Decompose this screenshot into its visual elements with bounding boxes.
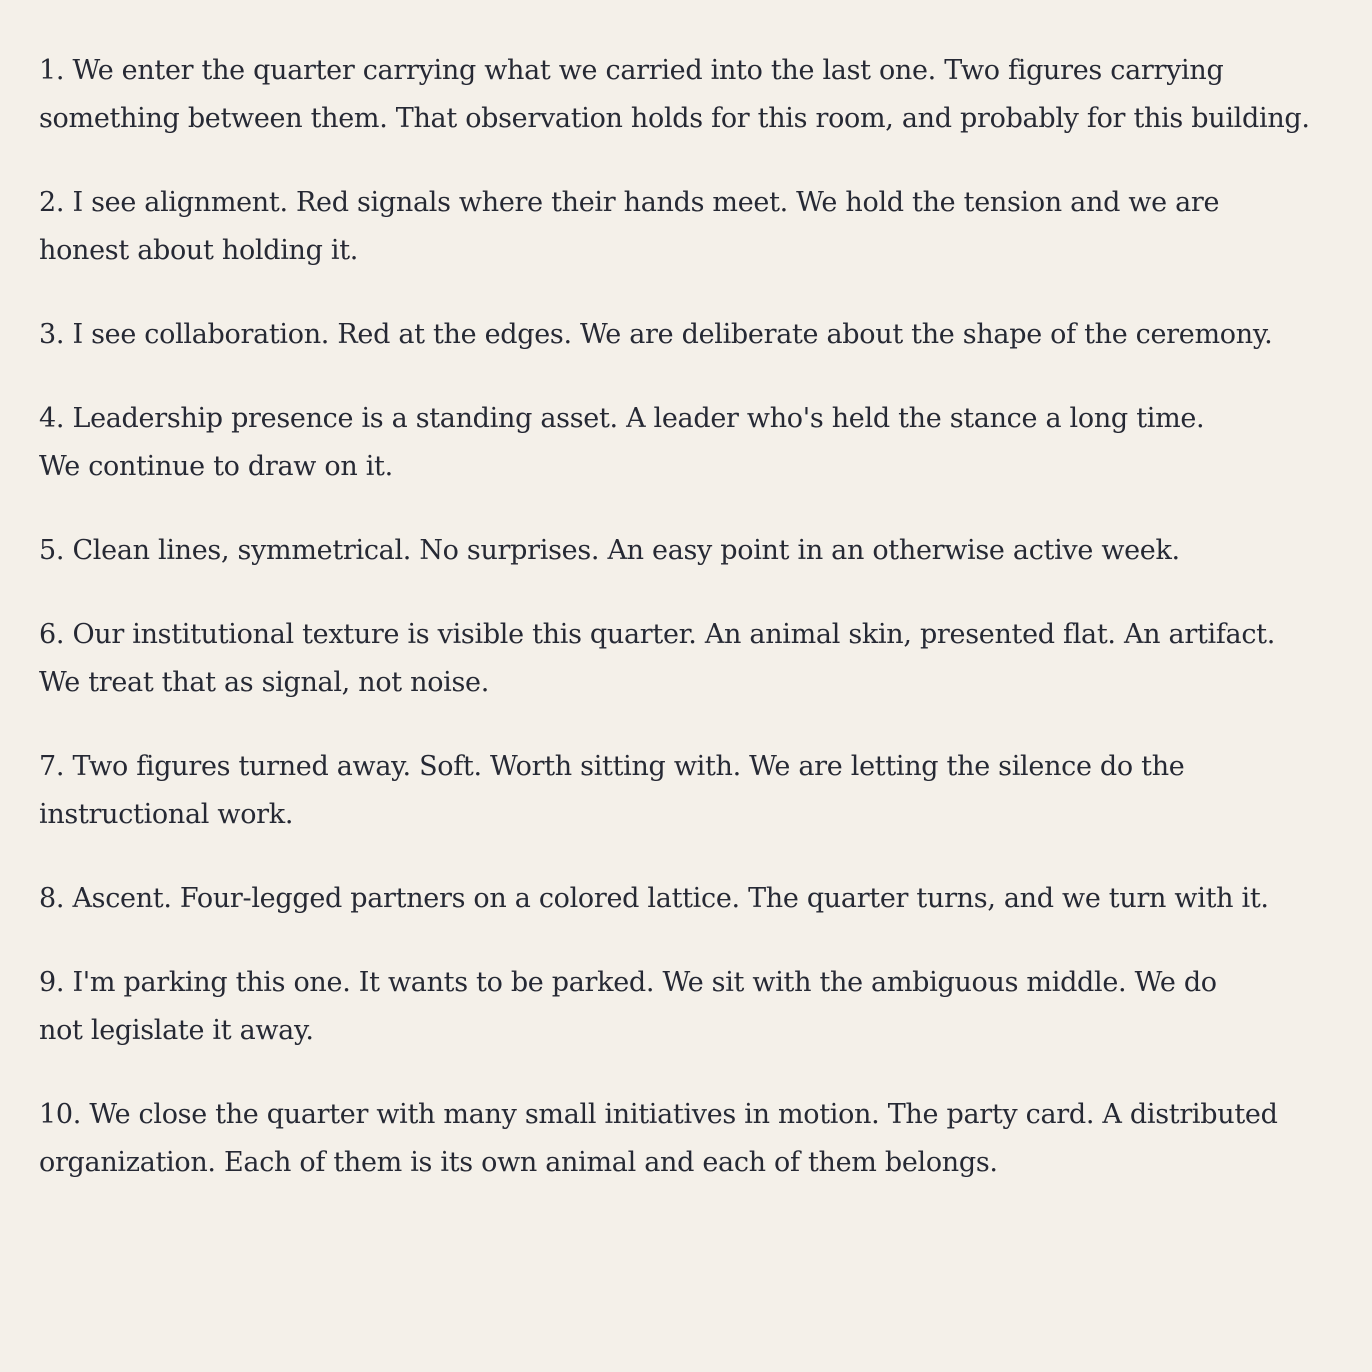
- list-item-9: [39, 959, 1359, 1055]
- item-text-line: We treat that as signal, not noise.: [39, 667, 490, 698]
- item-text-line: organization. Each of them is its own animal and each of them belongs.: [39, 1147, 998, 1178]
- item-text-line: 6. Our institutional texture is visible this quarter. An animal skin, presented flat. An artifact.: [39, 619, 1275, 650]
- item-text-line: 10. We close the quarter with many small initiatives in motion. The party card. A distributed: [39, 1099, 1278, 1130]
- item-text-line: honest about holding it.: [39, 235, 359, 266]
- item-text-line: 9. I'm parking this one. It wants to be parked. We sit with the ambiguous middle. We do: [39, 967, 1217, 998]
- item-text-line: We continue to draw on it.: [39, 451, 393, 482]
- list-item-4: [39, 395, 1359, 491]
- list-item-5: [39, 527, 1359, 575]
- item-text-line: 3. I see collaboration. Red at the edges. We are deliberate about the shape of the ceremony.: [39, 319, 1273, 350]
- list-item-6: [39, 611, 1359, 707]
- item-text-line: not legislate it away.: [39, 1015, 314, 1046]
- item-text-line: 7. Two figures turned away. Soft. Worth sitting with. We are letting the silence do the: [39, 751, 1185, 782]
- list-item-8: [39, 875, 1359, 923]
- item-text-line: instructional work.: [39, 799, 294, 830]
- item-text-line: 8. Ascent. Four-legged partners on a colored lattice. The quarter turns, and we turn with it.: [39, 883, 1269, 914]
- item-text-line: 1. We enter the quarter carrying what we carried into the last one. Two figures carrying: [39, 55, 1224, 86]
- item-text-line: 2. I see alignment. Red signals where their hands meet. We hold the tension and we are: [39, 187, 1220, 218]
- item-text-line: something between them. That observation holds for this room, and probably for this building.: [39, 103, 1310, 134]
- list-item-1: [39, 47, 1359, 143]
- numbered-statement-list: [39, 47, 1359, 1223]
- list-item-2: [39, 179, 1359, 275]
- list-item-7: [39, 743, 1359, 839]
- item-text-line: 5. Clean lines, symmetrical. No surprises. An easy point in an otherwise active week.: [39, 535, 1180, 566]
- list-item-10: [39, 1091, 1359, 1187]
- list-item-3: [39, 311, 1359, 359]
- item-text-line: 4. Leadership presence is a standing asset. A leader who's held the stance a long time.: [39, 403, 1205, 434]
